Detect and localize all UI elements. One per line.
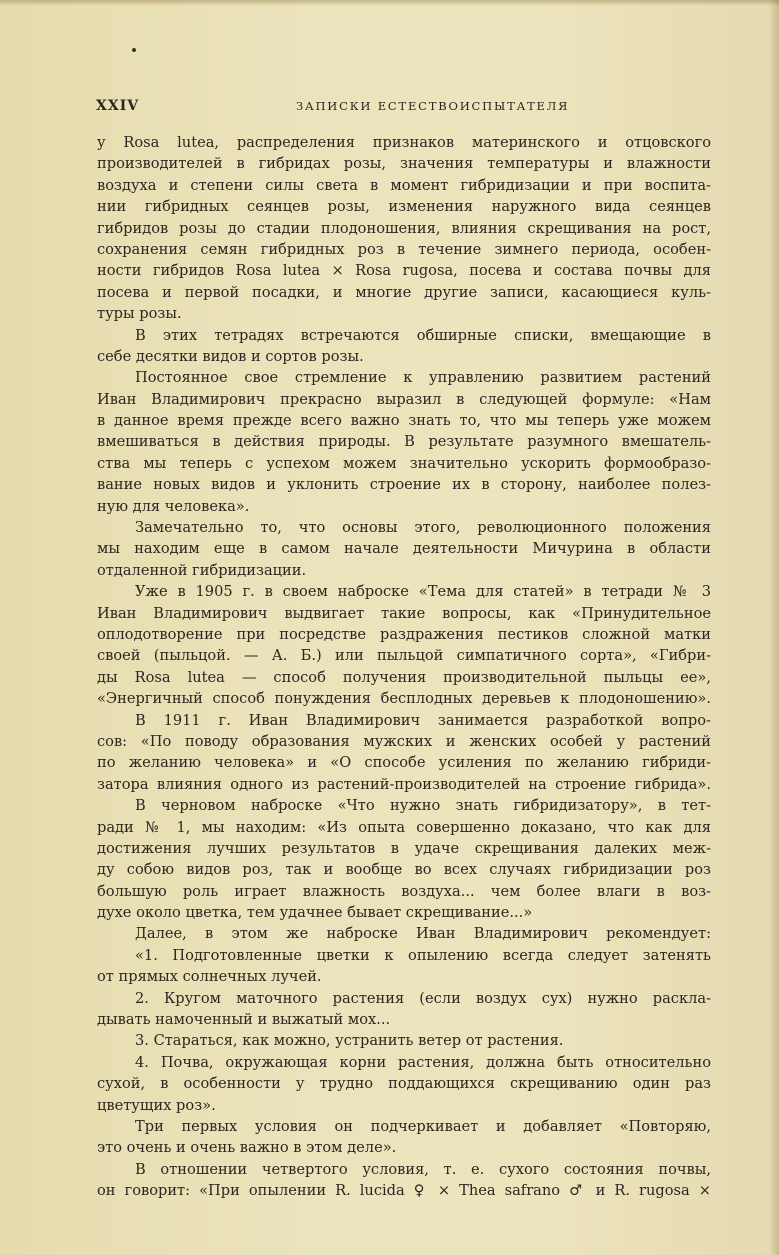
text-line: сов: «По поводу образования мужских и женских особей у растений — [97, 732, 711, 750]
text-line: цветущих роз». — [97, 1096, 216, 1114]
text-line: большую роль играет влажность воздуха... чем более влаги в воз- — [97, 882, 711, 900]
text-line: вмешиваться в действия природы. В результате разумного вмешатель- — [97, 433, 711, 451]
page-top-edge — [0, 0, 779, 6]
text-line: мы находим еще в самом начале деятельности Мичурина в области — [97, 540, 711, 558]
text-line: туры розы. — [97, 305, 182, 323]
text-line: он говорит: «При опылении R. lucida ♀ × Thea safrano ♂ и R. rugosa × — [97, 1182, 711, 1200]
page-header — [96, 98, 714, 122]
text-line: ную для человека». — [97, 497, 250, 515]
text-line: отдаленной гибридизации. — [97, 561, 307, 579]
text-line: Три первых условия он подчеркивает и добавляет «Повторяю, — [135, 1117, 711, 1135]
text-line: у Rosa lutea, распределения признаков материнского и отцовского — [97, 134, 711, 151]
text-line: своей (пыльцой. — А. Б.) или пыльцой симпатичного сорта», «Гибри- — [97, 647, 711, 665]
text-line: себе десятки видов и сортов розы. — [97, 347, 364, 365]
text-line: В черновом наброске «Что нужно знать гибридизатору», в тет- — [135, 797, 711, 815]
text-line: В этих тетрадях встречаются обширные списки, вмещающие в — [135, 326, 711, 344]
text-line: 2. Кругом маточного растения (если воздух сух) нужно раскла- — [135, 989, 711, 1007]
text-line: нии гибридных сеянцев розы, изменения наружного вида сеянцев — [97, 198, 711, 216]
text-line: «1. Подготовленные цветки к опылению всегда следует затенять — [135, 946, 711, 964]
text-line: «Энергичный способ понуждения бесплодных деревьев к плодоношению». — [97, 690, 711, 708]
text-line: посева и первой посадки, и многие другие записи, касающиеся куль- — [97, 283, 711, 301]
text-line: В отношении четвертого условия, т. е. сухого состояния почвы, — [135, 1160, 711, 1178]
text-line: ды Rosa lutea — способ получения производительной пыльцы ее», — [97, 668, 711, 686]
text-line: ради № 1, мы находим: «Из опыта совершенно доказано, что как для — [97, 818, 711, 836]
text-line: 3. Стараться, как можно, устранить ветер от растения. — [135, 1032, 564, 1050]
running-title: ЗАПИСКИ ЕСТЕСТВОИСПЫТАТЕЛЯ — [296, 99, 570, 113]
text-line: гибридов розы до стадии плодоношения, влияния скрещивания на рост, — [97, 219, 711, 237]
page-edge-shadow — [769, 0, 779, 1255]
text-line: Постоянное свое стремление к управлению развитием растений — [135, 369, 711, 387]
text-line: сухой, в особенности у трудно поддающихся скрещиванию один раз — [97, 1075, 711, 1093]
text-line: затора влияния одного из растений-производителей на строение гибрида». — [97, 775, 711, 793]
text-line: Уже в 1905 г. в своем наброске «Тема для статей» в тетради № 3 — [135, 583, 711, 601]
text-line: в данное время прежде всего важно знать то, что мы теперь уже можем — [97, 412, 711, 430]
text-line: производителей в гибридах розы, значения температуры и влажности — [97, 155, 711, 173]
body-text — [97, 132, 711, 1202]
text-line: 4. Почва, окружающая корни растения, должна быть относительно — [135, 1053, 711, 1071]
text-line: оплодотворение при посредстве раздражения пестиков сложной матки — [97, 625, 711, 643]
text-line: дывать намоченный и выжатый мох... — [97, 1011, 391, 1029]
text-line: В 1911 г. Иван Владимирович занимается разработкой вопро- — [135, 711, 711, 729]
text-line: духе около цветка, тем удачнее бывает скрещивание...» — [97, 904, 533, 922]
text-line: достижения лучших результатов в удаче скрещивания далеких меж- — [97, 839, 711, 857]
text-line: ду собою видов роз, так и вообще во всех случаях гибридизации роз — [97, 861, 711, 879]
text-line: сохранения семян гибридных роз в течение зимнего периода, особен- — [97, 240, 711, 258]
text-line: ности гибридов Rosa lutea × Rosa rugosa, посева и состава почвы для — [97, 262, 711, 280]
text-line: это очень и очень важно в этом деле». — [97, 1139, 397, 1157]
text-line: Иван Владимирович выдвигает такие вопросы, как «Принудительное — [97, 604, 711, 622]
text-line: по желанию человека» и «О способе усиления по желанию гибриди- — [97, 754, 711, 772]
text-line: Иван Владимирович прекрасно выразил в следующей формуле: «Нам — [97, 390, 711, 408]
text-line: Далее, в этом же наброске Иван Владимирович рекомендует: — [135, 925, 711, 943]
text-line: Замечательно то, что основы этого, революционного положения — [135, 519, 711, 537]
text-line: воздуха и степени силы света в момент гибридизации и при воспита- — [97, 176, 711, 194]
page-number: XXIV — [96, 98, 140, 114]
text-line: от прямых солнечных лучей. — [97, 968, 322, 986]
text-line: вание новых видов и уклонить строение их в сторону, наиболее полез- — [97, 476, 711, 494]
ink-speck — [132, 48, 136, 52]
text-line: ства мы теперь с успехом можем значительно ускорить формообразо- — [97, 454, 711, 472]
